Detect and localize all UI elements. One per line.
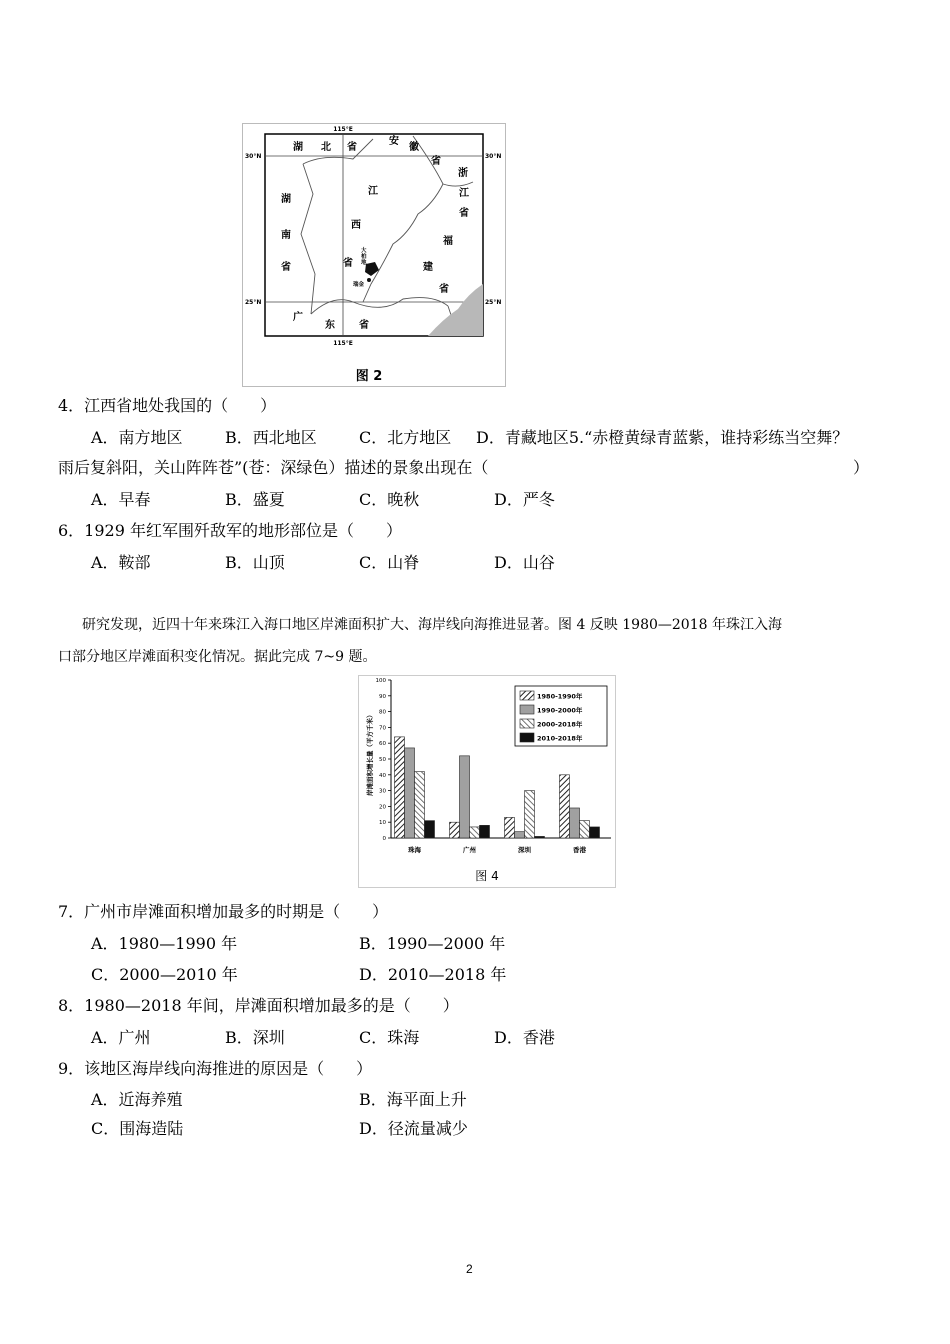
hunan-label-3: 省 [281, 262, 291, 273]
chart-bar [460, 756, 470, 838]
place-label-1: 大 [361, 248, 367, 254]
chart-bar [405, 748, 415, 838]
guangdong-label-1: 广 [293, 312, 303, 323]
chart-bar [525, 791, 535, 838]
chart-legend-label: 2000-2018年 [537, 720, 583, 729]
q9-stem: 9．该地区海岸线向海推进的原因是（ ） [58, 1059, 373, 1078]
chart-legend-label: 1980-1990年 [537, 692, 583, 701]
passage-line-2: 口部分地区岸滩面积变化情况。据此完成 7~9 题。 [58, 649, 377, 665]
chart-y-tick-label: 20 [379, 804, 386, 811]
q6-option-c[interactable]: C．山脊 [359, 553, 420, 572]
q4-option-a[interactable]: A．南方地区 [91, 428, 183, 447]
hubei-label-1: 湖 [293, 142, 303, 153]
chart-x-tick-label: 深圳 [518, 846, 531, 854]
q5-option-a[interactable]: A．早春 [91, 490, 151, 509]
chart-legend-swatch [520, 719, 534, 728]
q4-stem: 4．江西省地处我国的（ ） [58, 396, 277, 415]
q8-option-a[interactable]: A．广州 [91, 1028, 151, 1047]
q5-stem-close: ） [853, 458, 870, 477]
lat25-right: 25°N [485, 299, 502, 306]
q7-stem: 7．广州市岸滩面积增加最多的时期是（ ） [58, 902, 389, 921]
fujian-label-2: 建 [423, 262, 433, 273]
zhejiang-label-3: 省 [459, 208, 469, 219]
lat30-right: 30°N [485, 153, 502, 160]
lat25-left: 25°N [245, 299, 262, 306]
chart-bar [415, 772, 425, 838]
page-number: 2 [466, 1262, 473, 1276]
q7-option-d[interactable]: D．2010—2018 年 [359, 965, 507, 984]
chart-bar [480, 825, 490, 838]
zhejiang-label-2: 江 [459, 188, 469, 199]
q6-option-d[interactable]: D．山谷 [494, 553, 555, 572]
q8-option-c[interactable]: C．珠海 [359, 1028, 420, 1047]
fujian-label-1: 福 [443, 236, 453, 247]
q8-option-b[interactable]: B．深圳 [225, 1028, 285, 1047]
chart-bar [535, 836, 545, 838]
chart-bar [470, 827, 480, 838]
chart-legend-swatch [520, 733, 534, 742]
hunan-label-2: 南 [281, 230, 291, 241]
q5-option-b[interactable]: B．盛夏 [225, 490, 285, 509]
q5-stem: 雨后复斜阳，关山阵阵苍”(苍：深绿色）描述的景象出现在（ [58, 458, 489, 477]
q7-option-c[interactable]: C．2000—2010 年 [91, 965, 238, 984]
map-svg [243, 124, 505, 386]
chart-bar [570, 808, 580, 838]
q9-option-b[interactable]: B．海平面上升 [359, 1090, 467, 1109]
q7-option-b[interactable]: B．1990—2000 年 [359, 934, 506, 953]
chart-x-tick-label: 珠海 [408, 846, 421, 854]
guangdong-label-2: 东 [325, 320, 335, 331]
chart-y-tick-label: 40 [379, 772, 386, 779]
q5-option-d[interactable]: D．严冬 [494, 490, 555, 509]
q4-option-d[interactable]: D．青藏地区5.“赤橙黄绿青蓝紫，谁持彩练当空舞？ [476, 428, 849, 447]
hubei-label-2: 北 [321, 142, 331, 153]
map-caption: 图 2 [355, 369, 383, 384]
q6-stem: 6．1929 年红军围歼敌军的地形部位是（ ） [58, 521, 402, 540]
jiangxi-label-3: 省 [343, 258, 353, 269]
chart-y-tick-label: 50 [379, 757, 386, 763]
chart-caption: 图 4 [475, 869, 499, 883]
guangdong-label-3: 省 [359, 320, 369, 331]
chart-legend-swatch [520, 705, 534, 714]
lon-label-top: 115°E [333, 126, 353, 133]
jiangxi-label-1: 江 [368, 186, 378, 197]
q9-option-d[interactable]: D．径流量减少 [359, 1119, 468, 1138]
lon-label-bottom: 115°E [333, 340, 353, 347]
chart-bar [515, 832, 525, 838]
q8-stem: 8．1980—2018 年间，岸滩面积增加最多的是（ ） [58, 996, 459, 1015]
fujian-label-3: 省 [439, 284, 449, 295]
chart-legend-label: 2010-2018年 [537, 734, 583, 743]
q4-option-b[interactable]: B．西北地区 [225, 428, 317, 447]
chart-y-tick-label: 0 [382, 836, 386, 842]
chart-y-tick-label: 30 [379, 788, 386, 795]
hunan-label-1: 湖 [281, 194, 291, 205]
q9-option-c[interactable]: C．围海造陆 [91, 1119, 184, 1138]
chart-y-tick-label: 10 [379, 820, 386, 827]
place-label-4: 瑞金 [353, 282, 365, 288]
bar-chart-figure [358, 675, 616, 888]
q5-option-c[interactable]: C．晚秋 [359, 490, 420, 509]
chart-bar [395, 737, 405, 838]
q8-option-d[interactable]: D．香港 [494, 1028, 555, 1047]
chart-y-tick-label: 80 [379, 709, 386, 716]
chart-y-tick-label: 90 [379, 693, 386, 700]
chart-legend-swatch [520, 691, 534, 700]
q6-option-b[interactable]: B．山顶 [225, 553, 285, 572]
place-label-3: 地 [361, 260, 367, 266]
chart-x-tick-label: 香港 [573, 846, 586, 854]
chart-x-tick-label: 广州 [463, 846, 476, 854]
map-figure [242, 123, 506, 387]
bar-chart-svg [359, 676, 615, 887]
hubei-label-3: 省 [347, 142, 357, 153]
chart-y-tick-label: 70 [379, 725, 386, 732]
q7-option-a[interactable]: A．1980—1990 年 [91, 934, 238, 953]
jiangxi-label-2: 西 [351, 220, 361, 231]
chart-legend-label: 1990-2000年 [537, 706, 583, 715]
chart-y-tick-label: 60 [379, 741, 386, 748]
chart-bar [425, 821, 435, 838]
anhui-label-3: 省 [431, 156, 441, 167]
chart-y-tick-label: 100 [375, 678, 386, 684]
q6-option-a[interactable]: A．鞍部 [91, 553, 151, 572]
chart-bar [590, 827, 600, 838]
place-label-2: 柏 [361, 254, 367, 260]
anhui-label-2: 徽 [409, 142, 419, 153]
passage-line-1: 研究发现，近四十年来珠江入海口地区岸滩面积扩大、海岸线向海推进显著。图 4 反映 1980—2018 年珠江入海 [82, 617, 782, 633]
chart-bar [560, 775, 570, 838]
chart-bar [450, 822, 460, 838]
q4-option-c[interactable]: C．北方地区 [359, 428, 452, 447]
zhejiang-label-1: 浙 [458, 168, 468, 179]
chart-ylabel: 岸滩面积增长量（平方千米） [366, 711, 374, 796]
anhui-label-1: 安 [389, 136, 399, 147]
q9-option-a[interactable]: A．近海养殖 [91, 1090, 183, 1109]
lat30-left: 30°N [245, 153, 262, 160]
chart-bar [505, 817, 515, 838]
chart-bar [580, 821, 590, 838]
